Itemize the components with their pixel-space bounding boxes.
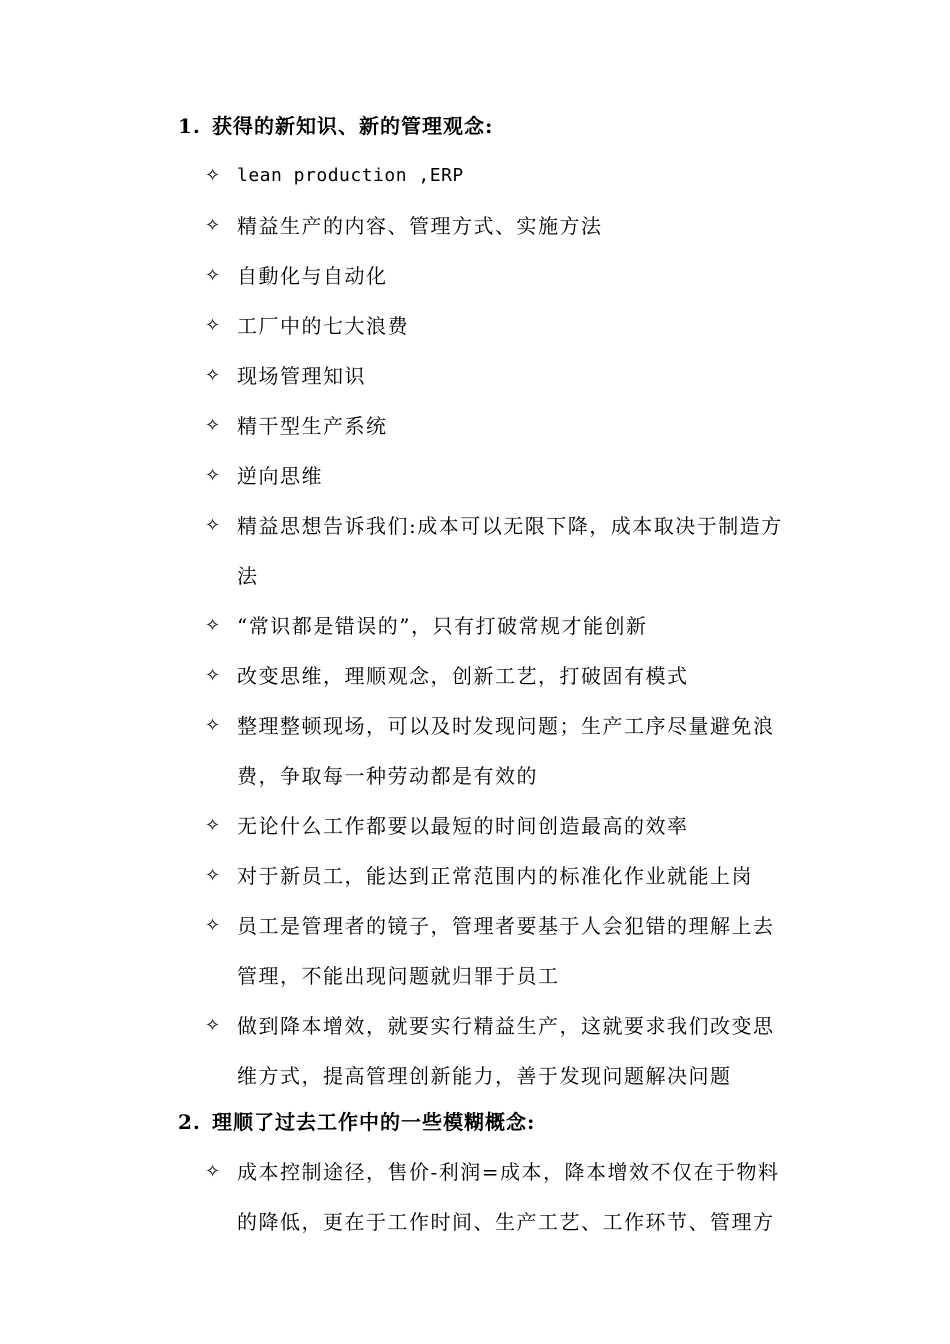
list-item-text: 精干型生产系统 xyxy=(237,414,388,438)
list-item xyxy=(205,201,820,251)
section-heading xyxy=(178,101,950,151)
bullet-list xyxy=(0,151,950,1101)
list-item-text: “常识都是错误的”，只有打破常规才能创新 xyxy=(237,614,648,638)
four-pointed-star-outline-icon: ✧ xyxy=(205,665,221,686)
list-item xyxy=(205,251,820,301)
section-title: 获得的新知识、新的管理观念: xyxy=(212,114,494,138)
list-item xyxy=(205,901,820,1001)
list-item-text: 管理，不能出现问题就归罪于员工 xyxy=(237,964,560,988)
list-item-text: 的降低，更在于工作时间、生产工艺、工作环节、管理方 xyxy=(237,1210,775,1234)
list-item-text: 逆向思维 xyxy=(237,464,323,488)
list-item-text: 精益生产的内容、管理方式、实施方法 xyxy=(237,214,603,238)
section-clarified-concepts xyxy=(0,1097,950,1247)
list-item xyxy=(205,651,820,701)
list-item-text: 工厂中的七大浪费 xyxy=(237,314,409,338)
four-pointed-star-outline-icon: ✧ xyxy=(205,515,221,536)
bullet-list xyxy=(0,1147,950,1247)
list-item xyxy=(205,451,820,501)
list-item xyxy=(205,1001,820,1101)
list-item-text: 维方式，提高管理创新能力，善于发现问题解决问题 xyxy=(237,1064,732,1088)
four-pointed-star-outline-icon: ✧ xyxy=(205,615,221,636)
four-pointed-star-outline-icon: ✧ xyxy=(205,915,221,936)
section-title: 理顺了过去工作中的一些模糊概念: xyxy=(212,1110,536,1134)
section-heading xyxy=(178,1097,950,1147)
section-number: 1. xyxy=(178,114,201,138)
list-item xyxy=(205,1147,820,1247)
list-item-text: 员工是管理者的镜子，管理者要基于人会犯错的理解上去 xyxy=(237,914,775,938)
four-pointed-star-outline-icon: ✧ xyxy=(205,315,221,336)
four-pointed-star-outline-icon: ✧ xyxy=(205,865,221,886)
list-item-text: 费，争取每一种劳动都是有效的 xyxy=(237,764,538,788)
four-pointed-star-outline-icon: ✧ xyxy=(205,415,221,436)
list-item xyxy=(205,851,820,901)
four-pointed-star-outline-icon: ✧ xyxy=(205,215,221,236)
list-item-text: 对于新员工，能达到正常范围内的标准化作业就能上岗 xyxy=(237,864,753,888)
list-item xyxy=(205,151,820,201)
list-item-text: 做到降本增效，就要实行精益生产，这就要求我们改变思 xyxy=(237,1014,775,1038)
list-item xyxy=(205,301,820,351)
four-pointed-star-outline-icon: ✧ xyxy=(205,1015,221,1036)
list-item-text: 精益思想告诉我们:成本可以无限下降，成本取决于制造方 xyxy=(237,514,783,538)
section-number: 2. xyxy=(178,1110,201,1134)
section-new-knowledge xyxy=(0,101,950,1101)
list-item xyxy=(205,701,820,801)
four-pointed-star-outline-icon: ✧ xyxy=(205,715,221,736)
list-item xyxy=(205,351,820,401)
list-item-text: lean production ,ERP xyxy=(237,165,464,186)
list-item-text: 整理整顿现场，可以及时发现问题；生产工序尽量避免浪 xyxy=(237,714,775,738)
list-item-text: 法 xyxy=(237,564,259,588)
list-item xyxy=(205,801,820,851)
four-pointed-star-outline-icon: ✧ xyxy=(205,465,221,486)
four-pointed-star-outline-icon: ✧ xyxy=(205,165,221,186)
four-pointed-star-outline-icon: ✧ xyxy=(205,1161,221,1182)
list-item-text: 无论什么工作都要以最短的时间创造最高的效率 xyxy=(237,814,689,838)
list-item xyxy=(205,501,820,601)
four-pointed-star-outline-icon: ✧ xyxy=(205,815,221,836)
four-pointed-star-outline-icon: ✧ xyxy=(205,365,221,386)
list-item xyxy=(205,601,820,651)
list-item-text: 自動化与自动化 xyxy=(237,264,388,288)
list-item-text: 成本控制途径，售价-利润=成本，降本增效不仅在于物料 xyxy=(237,1160,780,1184)
list-item xyxy=(205,401,820,451)
four-pointed-star-outline-icon: ✧ xyxy=(205,265,221,286)
list-item-text: 改变思维，理顺观念，创新工艺，打破固有模式 xyxy=(237,664,689,688)
list-item-text: 现场管理知识 xyxy=(237,364,366,388)
